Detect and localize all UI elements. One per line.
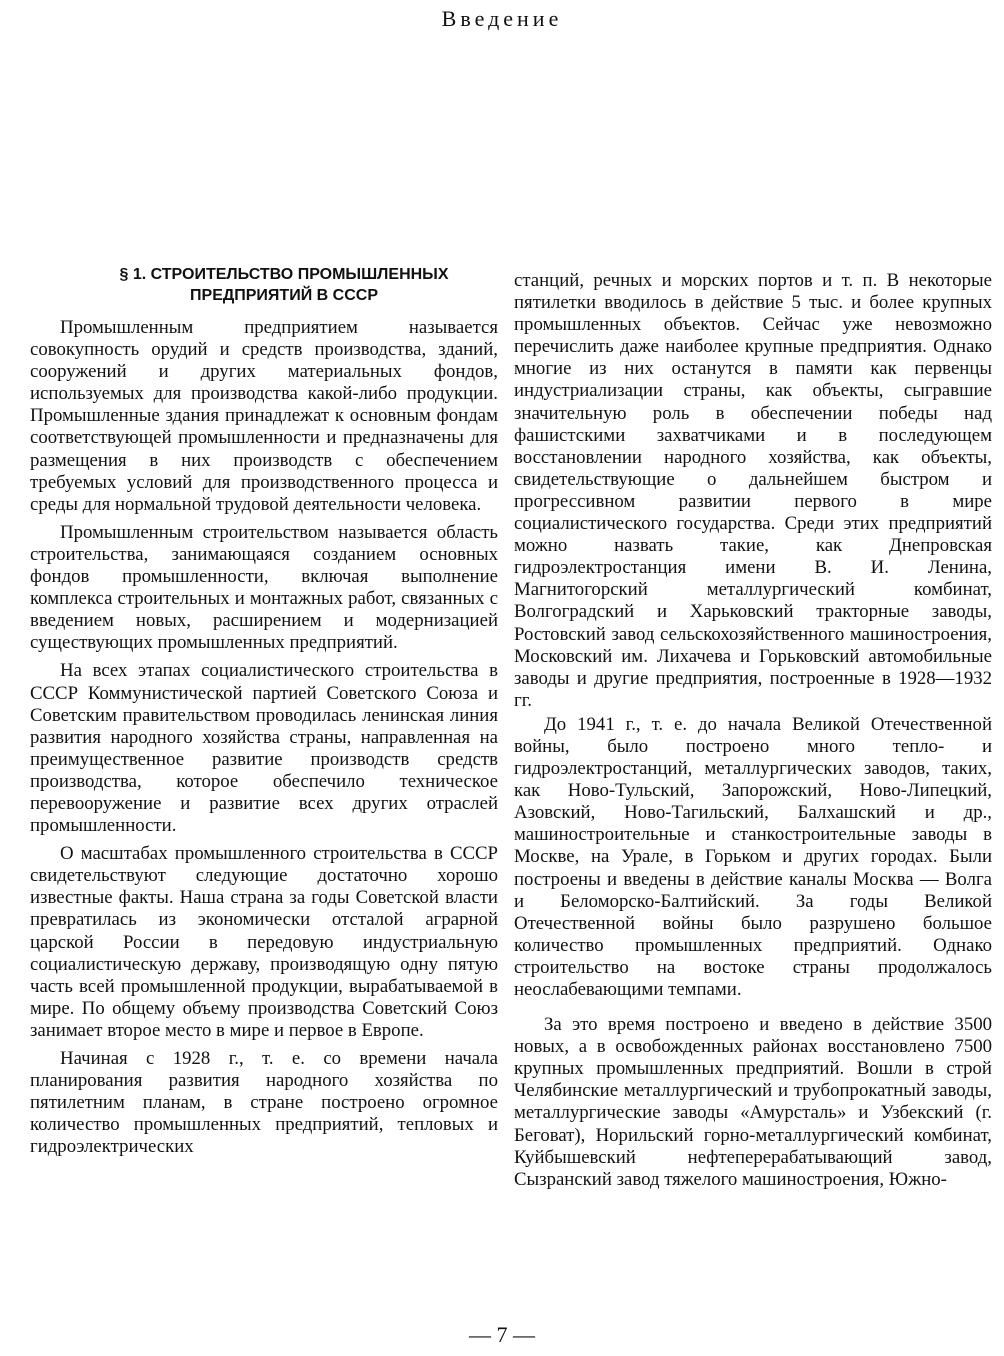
paragraph: Начиная с 1928 г., т. е. со времени начала планирования развития народного хозяйства по пятилетним планам, в стране построено огромное количество промышленных предприятий, тепловых и гидроэлектрических — [30, 1048, 498, 1158]
paragraph: До 1941 г., т. е. до начала Великой Отечественной войны, было построено много тепло- и гидроэлектростанций, металлургических заводов, таких, как Ново-Тульский, Запорожский, Ново-Липецкий, Азовский, Ново-Тагильский, Балхашский и др., машиностроительные и станкостроительные заводы в Москве, на Урале, в Горьком и других городах. Были построены и введены в действие каналы Москва — Волга и Беломорско-Балтийский. За годы Великой Отечественной войны было разрушено большое количество промышленных предприятий. Однако строительство на востоке страны продолжалось неослабевающими темпами. — [514, 713, 992, 1000]
section-title-line-2: ПРЕДПРИЯТИЙ В СССР — [190, 287, 378, 304]
page-heading: Введение — [441, 6, 563, 31]
left-column — [30, 264, 498, 1158]
paragraph: За это время построено и введено в действие 3500 новых, а в освобожденных районах восстановлено 7500 крупных промышленных предприятий. Вошли в строй Челябинские металлургический и трубопрокатный заводы, металлургические заводы «Амурсталь» и Узбекский (г. Беговат), Норильский горно-металлургический комбинат, Куйбышевский нефтеперерабатывающий завод, Сызранский завод тяжелого машиностроения, Южно- — [514, 1014, 992, 1190]
paragraph: О масштабах промышленного строительства в СССР свидетельствуют следующие достаточно хорошо известные факты. Наша страна за годы Советской власти превратилась из экономически отсталой аграрной царской России в передовую индустриальную социалистическую державу, производящую одну пятую часть всей промышленной продукции, вырабатываемой в мире. По общему объему производства Советский Союз занимает второе место в мире и первое в Европе. — [30, 843, 498, 1041]
right-column — [514, 270, 992, 1191]
paragraph: Промышленным строительством называется область строительства, занимающаяся созданием основных фондов промышленности, включая выполнение комплекса строительных и монтажных работ, связанных с введением новых, расширением и модернизацией существующих промышленных предприятий. — [30, 521, 498, 654]
paragraph-continued: станций, речных и морских портов и т. п. В некоторые пятилетки вводилось в действие 5 тыс. и более крупных промышленных объектов. Сейчас уже невозможно перечислить даже наиболее крупные предприятия. Однако многие из них останутся в памяти как первенцы индустриализации страны, как объекты, сыгравшие значительную роль в обеспечении победы над фашистскими захватчиками и в последующем восстановлении народного хозяйства, как объекты, свидетельствующие о дальнейшем быстром и прогрессивном развитии первого в мире социалистического государства. Среди этих предприятий можно назвать такие, как Днепровская гидроэлектростанция имени В. И. Ленина, Магнитогорский металлургический комбинат, Волгоградский и Харьковский тракторные заводы, Ростовский завод сельскохозяйственного машиностроения, Московский им. Лихачева и Горьковский автомобильные заводы и другие предприятия, построенные в 1928—1932 гг. — [514, 270, 992, 711]
section-title-line-1: § 1. СТРОИТЕЛЬСТВО ПРОМЫШЛЕННЫХ — [119, 266, 449, 283]
section-title — [30, 264, 498, 306]
page-number: — 7 — — [469, 1322, 535, 1347]
paragraph: Промышленным предприятием называется совокупность орудий и средств производства, зданий, сооружений и других материальных фондов, используемых для производства какой-либо продукции. Промышленные здания принадлежат к основным фондам соответствующей промышленности и предназначены для размещения в них производств с обеспечением требуемых условий для производственного процесса и среды для нормальной трудовой деятельности человека. — [30, 317, 498, 515]
paragraph: На всех этапах социалистического строительства в СССР Коммунистической партией Советского Союза и Советским правительством проводилась ленинская линия развития народного хозяйства страны, направленная на преимущественное развитие производств средств производства, которое обеспечило техническое перевооружение и развитие всех других отраслей промышленности. — [30, 660, 498, 837]
